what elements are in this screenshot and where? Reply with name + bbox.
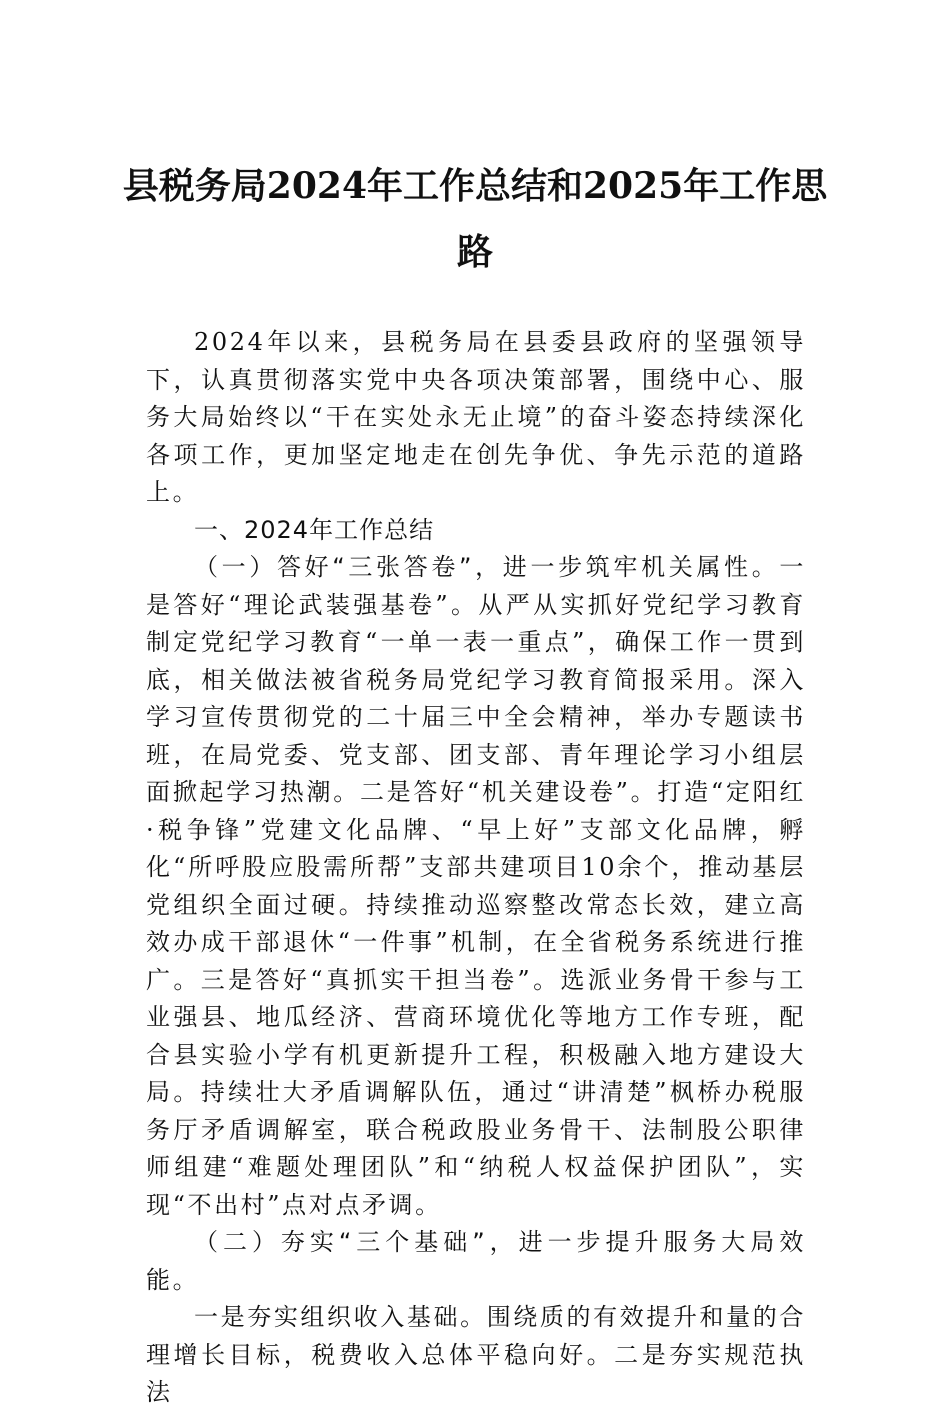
section-heading-1: 一、2024年工作总结	[194, 515, 435, 544]
intro-paragraph: 2024年以来，县税务局在县委县政府的坚强领导下，认真贯彻落实党中央各项决策部署，围绕中心、服务大局始终以“干在实处永无止境”的奋斗姿态持续深化各项工作，更加坚定地走在创先争优、争先示范的道路上。	[146, 328, 806, 506]
document-title-line-2: 路	[456, 231, 493, 273]
subsection-heading-1: （一）答好“三张答卷”，进一步筑牢机关属性。	[194, 553, 780, 581]
document-body	[146, 324, 806, 1412]
document-title-line-1: 县税务局2024年工作总结和2025年工作思	[122, 165, 828, 207]
subsection-heading-2: （二）夯实“三个基础”，进一步提升服务大局效能。	[146, 1228, 806, 1294]
subsection-1-paragraph	[146, 549, 806, 1224]
subsection-2-text: 一是夯实组织收入基础。围绕质的有效提升和量的合理增长目标，税费收入总体平稳向好。二是夯实规范执法	[146, 1303, 806, 1406]
subsection-1-text: 一是答好“理论武装强基卷”。从严从实抓好党纪学习教育制定党纪学习教育“一单一表一重点”，确保工作一贯到底，相关做法被省税务局党纪学习教育简报采用。深入学习宣传贯彻党的二十届三中全会精神，举办专题读书班，在局党委、党支部、团支部、青年理论学习小组层面掀起学习热潮。二是答好“机关建设卷”。打造“定阳红·税争锋”党建文化品牌、“早上好”支部文化品牌，孵化“所呼股应股需所帮”支部共建项目10余个，推动基层党组织全面过硬。持续推动巡察整改常态长效，建立高效办成干部退休“一件事”机制，在全省税务系统进行推广。三是答好“真抓实干担当卷”。选派业务骨干参与工业强县、地瓜经济、营商环境优化等地方工作专班，配合县实验小学有机更新提升工程，积极融入地方建设大局。持续壮大矛盾调解队伍，通过“讲清楚”枫桥办税服务厅矛盾调解室，联合税政股业务骨干、法制股公职律师组建“难题处理团队”和“纳税人权益保护团队”，实现“不出村”点对点矛调。	[146, 553, 806, 1219]
